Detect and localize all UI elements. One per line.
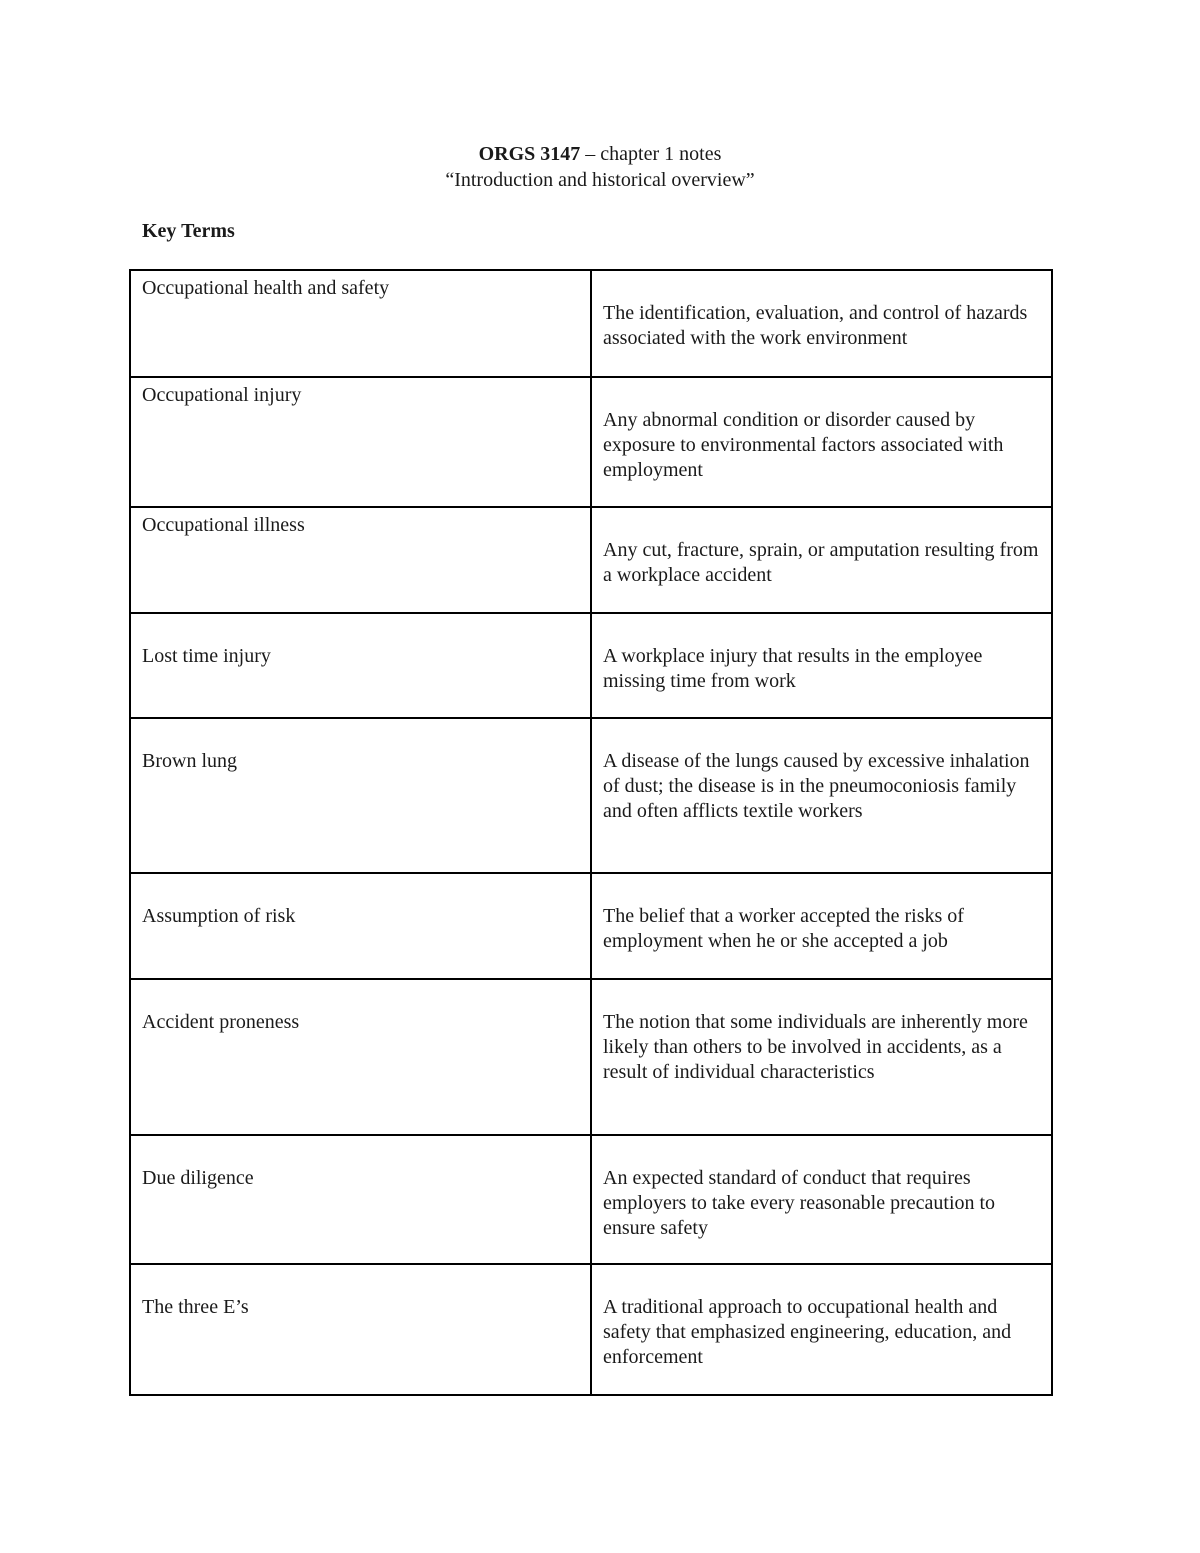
term-cell (130, 613, 591, 718)
table-row (130, 507, 1052, 613)
term-text: Due diligence (142, 1167, 254, 1189)
table-row (130, 718, 1052, 873)
definition-text: The notion that some individuals are inherently more likely than others to be involved in accidents, as a result of individual characteristics (603, 1011, 1028, 1083)
table-row (130, 1135, 1052, 1264)
definition-cell (591, 1264, 1052, 1395)
document-title (0, 141, 1200, 167)
definition-text: A workplace injury that results in the employee missing time from work (603, 645, 983, 692)
key-terms-table (129, 269, 1053, 1396)
definition-text: The belief that a worker accepted the risks of employment when he or she accepted a job (603, 905, 964, 952)
table-row (130, 613, 1052, 718)
definition-cell (591, 1135, 1052, 1264)
document-subtitle: “Introduction and historical overview” (445, 169, 755, 191)
term-text: Assumption of risk (142, 905, 296, 927)
definition-text: An expected standard of conduct that requires employers to take every reasonable precaution to ensure safety (603, 1167, 996, 1239)
term-text: Accident proneness (142, 1011, 300, 1033)
table-row (130, 377, 1052, 507)
table-row (130, 1264, 1052, 1395)
term-text: Lost time injury (142, 645, 271, 667)
course-title-rest: – chapter 1 notes (580, 143, 722, 165)
term-text: The three E’s (142, 1296, 249, 1318)
term-cell (130, 979, 591, 1135)
term-cell (130, 377, 591, 507)
term-text: Occupational injury (142, 384, 302, 406)
term-text: Occupational illness (142, 514, 305, 536)
term-cell (130, 718, 591, 873)
table-row (130, 873, 1052, 979)
definition-cell (591, 979, 1052, 1135)
definition-text: Any cut, fracture, sprain, or amputation resulting from a workplace accident (603, 539, 1039, 586)
definition-cell (591, 718, 1052, 873)
definition-cell (591, 613, 1052, 718)
definition-text: A disease of the lungs caused by excessive inhalation of dust; the disease is in the pneumoconiosis family and often afflicts textile workers (603, 750, 1030, 822)
definition-text: A traditional approach to occupational health and safety that emphasized engineering, education, and enforcement (603, 1296, 1012, 1368)
definition-cell (591, 270, 1052, 377)
section-heading: Key Terms (142, 220, 235, 242)
definition-cell (591, 377, 1052, 507)
table-row (130, 979, 1052, 1135)
term-cell (130, 873, 591, 979)
definition-text: The identification, evaluation, and control of hazards associated with the work environment (603, 302, 1028, 349)
term-cell (130, 507, 591, 613)
term-cell (130, 270, 591, 377)
term-cell (130, 1135, 591, 1264)
term-text: Brown lung (142, 750, 237, 772)
definition-cell (591, 873, 1052, 979)
table-row (130, 270, 1052, 377)
course-code: ORGS 3147 (478, 143, 581, 165)
definition-text: Any abnormal condition or disorder caused by exposure to environmental factors associated with employment (603, 409, 1004, 481)
term-text: Occupational health and safety (142, 277, 390, 299)
definition-cell (591, 507, 1052, 613)
term-cell (130, 1264, 591, 1395)
